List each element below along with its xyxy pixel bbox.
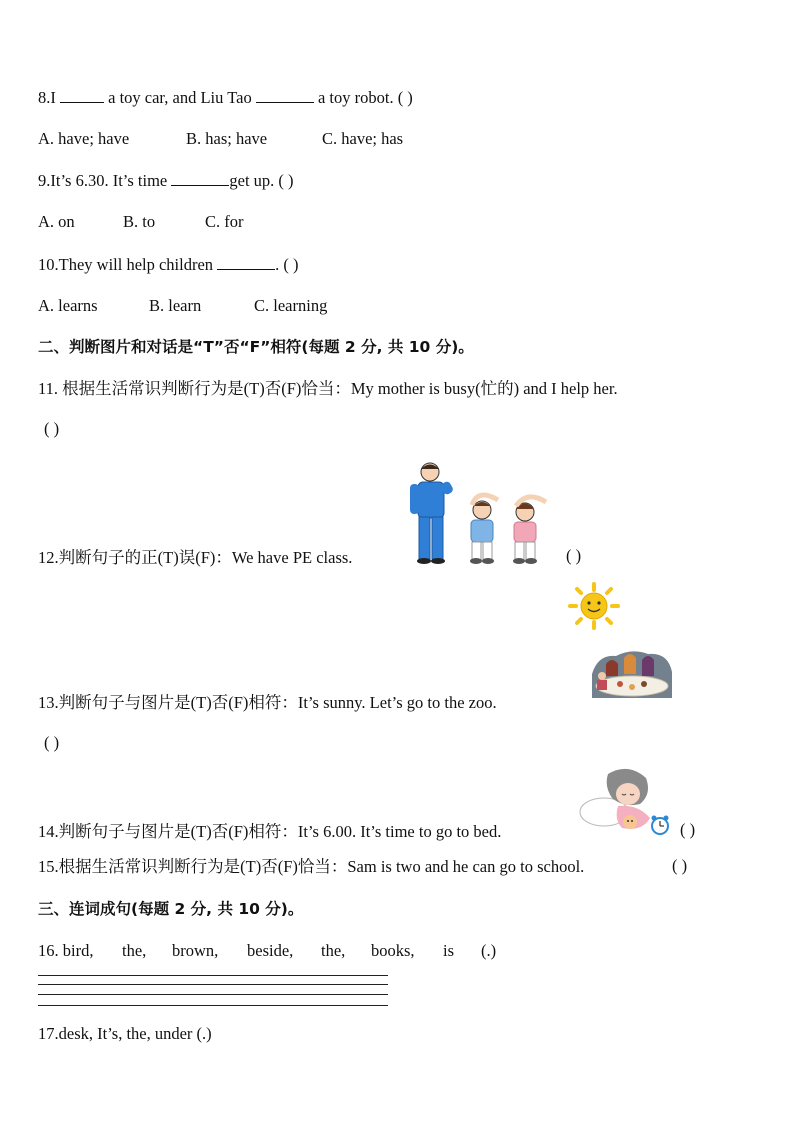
writing-line[interactable] [38,975,388,976]
section-2-heading: 二、判断图片和对话是“T”否“F”相符(每题 2 分, 共 10 分)。 [38,338,474,356]
word-tile: brown, [172,941,219,960]
word-tile: books, [371,941,415,960]
word-tile: is [443,941,455,960]
answer-parentheses[interactable]: ( ) [44,419,60,438]
sleeping-girl-illustration [578,764,674,838]
question-8: 8.I a toy car, and Liu Tao a toy robot. ( ) [38,88,413,107]
word-tile: beside, [247,941,294,960]
question-10: 10.They will help children . ( ) [38,255,299,274]
question-12: 12.判断句子的正(T)误(F)：We have PE class. [38,548,353,567]
answer-parentheses[interactable]: ( ) [566,546,582,565]
option-a[interactable]: A. have; have [38,129,130,148]
answer-parentheses[interactable]: ( ) [672,856,688,875]
option-b[interactable]: B. has; have [186,129,268,148]
question-9-options [38,212,244,232]
option-a[interactable]: A. learns [38,296,98,315]
question-8-options [38,129,403,149]
question-14: 14.判断句子与图片是(T)否(F)相符：It’s 6.00. It’s time to go to bed. [38,822,502,841]
answer-blank[interactable] [256,88,314,103]
section-3-heading: 三、连词成句(每题 2 分, 共 10 分)。 [38,900,304,918]
question-17: 17.desk, It’s, the, under (.) [38,1024,212,1043]
answer-blank[interactable] [217,255,275,270]
writing-line[interactable] [38,994,388,995]
picnic-illustration [588,646,674,702]
word-tile: 16. bird, [38,941,94,960]
answer-parentheses[interactable]: ( ) [44,733,60,752]
question-11: 11. 根据生活常识判断行为是(T)否(F)恰当：My mother is busy(忙的) and I help her. [38,379,618,398]
question-9: 9.It’s 6.30. It’s time get up. ( ) [38,171,294,190]
question-16 [38,941,496,961]
answer-blank[interactable] [60,88,104,103]
option-c[interactable]: C. learning [254,296,328,315]
sun-icon [568,582,620,630]
question-13: 13.判断句子与图片是(T)否(F)相符：It’s sunny. Let’s go to the zoo. [38,693,497,712]
option-c[interactable]: C. have; has [322,129,404,148]
option-b[interactable]: B. to [123,212,156,231]
question-10-options [38,296,327,316]
option-b[interactable]: B. learn [149,296,202,315]
answer-parentheses[interactable]: ( ) [680,820,696,839]
answer-blank[interactable] [171,171,229,186]
option-c[interactable]: C. for [205,212,244,231]
writing-line[interactable] [38,1005,388,1006]
word-tile: (.) [481,941,497,960]
writing-line[interactable] [38,984,388,985]
option-a[interactable]: A. on [38,212,75,231]
pe-class-illustration [402,460,557,566]
word-tile: the, [321,941,346,960]
question-15: 15.根据生活常识判断行为是(T)否(F)恰当：Sam is two and he can go to school. [38,857,585,876]
word-tile: the, [122,941,147,960]
